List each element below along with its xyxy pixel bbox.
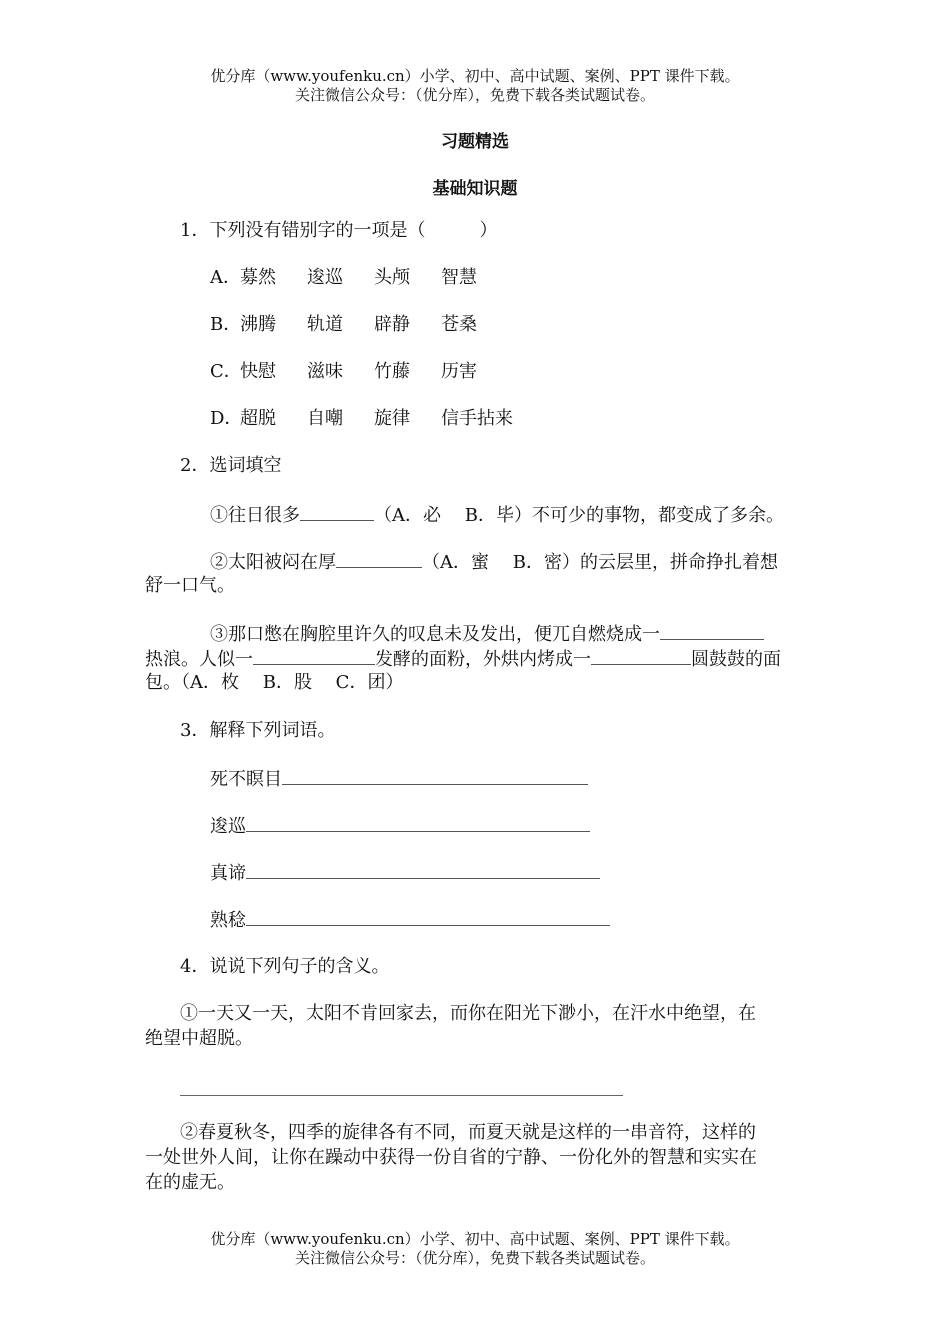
option-word: 信手拈来 xyxy=(441,408,513,429)
q1-option-b xyxy=(210,313,477,337)
option-word: 募然 xyxy=(240,267,276,288)
option-word: 苍桑 xyxy=(441,314,477,335)
answer-blank[interactable] xyxy=(336,549,422,568)
q2-item-3-text: 发酵的面粉，外烘内烤成一 xyxy=(375,649,591,670)
answer-blank[interactable] xyxy=(660,621,764,640)
q3-term: 逡巡 xyxy=(210,816,246,837)
option-label: C． xyxy=(210,361,242,382)
q2-item-3-choices: 包。（A．枚 B．股 C．团） xyxy=(145,672,404,693)
q4-sentence-1-line-1: ①一天又一天，太阳不肯回家去，而你在阳光下渺小，在汗水中绝望，在 xyxy=(180,1003,756,1024)
q2-item-3 xyxy=(210,621,764,647)
q3-term: 真谛 xyxy=(210,863,246,884)
option-word: 辟静 xyxy=(374,314,410,335)
q2-item-2-cont: 舒一口气。 xyxy=(145,575,235,596)
footer-line-2: 关注微信公众号：（优分库），免费下载各类试题试卷。 xyxy=(294,1249,655,1267)
q2-item-1-text: ①往日很多 xyxy=(210,505,300,526)
section-title: 基础知识题 xyxy=(432,179,518,199)
option-word: 逡巡 xyxy=(307,267,343,288)
option-word: 智慧 xyxy=(441,267,477,288)
q3-term-row xyxy=(210,766,588,792)
q2-item-3-text: ③那口憋在胸腔里许久的叹息未及发出，便兀自燃烧成一 xyxy=(210,624,660,645)
option-word: 滋味 xyxy=(307,361,343,382)
answer-blank[interactable] xyxy=(246,907,610,926)
q1-stem: 1．下列没有错别字的一项是（ ） xyxy=(180,220,498,241)
answer-blank[interactable] xyxy=(253,646,375,665)
q3-term-row xyxy=(210,860,600,886)
q4-sentence-2-line-3: 在的虚无。 xyxy=(145,1172,235,1193)
header-line-2: 关注微信公众号：（优分库），免费下载各类试题试卷。 xyxy=(294,86,655,104)
q2-item-2 xyxy=(210,549,778,575)
option-word: 沸腾 xyxy=(240,314,276,335)
answer-blank[interactable] xyxy=(246,860,600,879)
option-word: 超脱 xyxy=(240,408,276,429)
q4-stem: 4．说说下列句子的含义。 xyxy=(180,956,390,977)
option-word: 轨道 xyxy=(307,314,343,335)
q3-stem: 3．解释下列词语。 xyxy=(180,720,336,741)
q3-term: 熟稔 xyxy=(210,910,246,931)
q1-option-c xyxy=(210,360,477,384)
option-word: 自嘲 xyxy=(307,408,343,429)
option-word: 头颅 xyxy=(374,267,410,288)
option-word: 竹藤 xyxy=(374,361,410,382)
q1-option-a xyxy=(210,266,477,290)
answer-blank[interactable] xyxy=(282,766,588,785)
option-word: 快慰 xyxy=(240,361,276,382)
q3-term-row xyxy=(210,907,610,933)
q2-item-3-text: 圆鼓鼓的面 xyxy=(691,649,781,670)
answer-blank[interactable] xyxy=(246,813,590,832)
q3-term-row xyxy=(210,813,590,839)
page-title: 习题精选 xyxy=(441,132,509,152)
q2-item-2-text: ②太阳被闷在厚 xyxy=(210,552,336,573)
header-line-1: 优分库（www.youfenku.cn）小学、初中、高中试题、案例、PPT 课件下载。 xyxy=(210,67,740,85)
q2-item-3-line-2 xyxy=(145,646,781,672)
answer-blank[interactable] xyxy=(591,646,691,665)
q1-option-d xyxy=(210,407,513,431)
option-word: 历害 xyxy=(441,361,477,382)
q4-sentence-2-line-1: ②春夏秋冬，四季的旋律各有不同，而夏天就是这样的一串音符，这样的 xyxy=(180,1122,756,1143)
option-label: B． xyxy=(210,314,242,335)
q2-item-1 xyxy=(210,502,784,528)
q4-sentence-2-line-2: 一处世外人间，让你在躁动中获得一份自省的宁静、一份化外的智慧和实实在 xyxy=(145,1147,757,1168)
q2-item-1-choices: （A．必 B．毕）不可少的事物，都变成了多余。 xyxy=(374,505,784,526)
q4-sentence-1-line-2: 绝望中超脱。 xyxy=(145,1028,253,1049)
answer-blank[interactable] xyxy=(300,502,374,521)
answer-line[interactable] xyxy=(180,1095,623,1096)
option-label: A． xyxy=(210,267,241,288)
footer-line-1: 优分库（www.youfenku.cn）小学、初中、高中试题、案例、PPT 课件下载。 xyxy=(210,1230,740,1248)
q3-term: 死不瞑目 xyxy=(210,769,282,790)
option-word: 旋律 xyxy=(374,408,410,429)
option-label: D． xyxy=(210,408,243,429)
q2-item-2-choices: （A．蜜 B．密）的云层里，拼命挣扎着想 xyxy=(422,552,778,573)
q2-item-3-text: 热浪。人似一 xyxy=(145,649,253,670)
q2-stem: 2．选词填空 xyxy=(180,455,282,476)
